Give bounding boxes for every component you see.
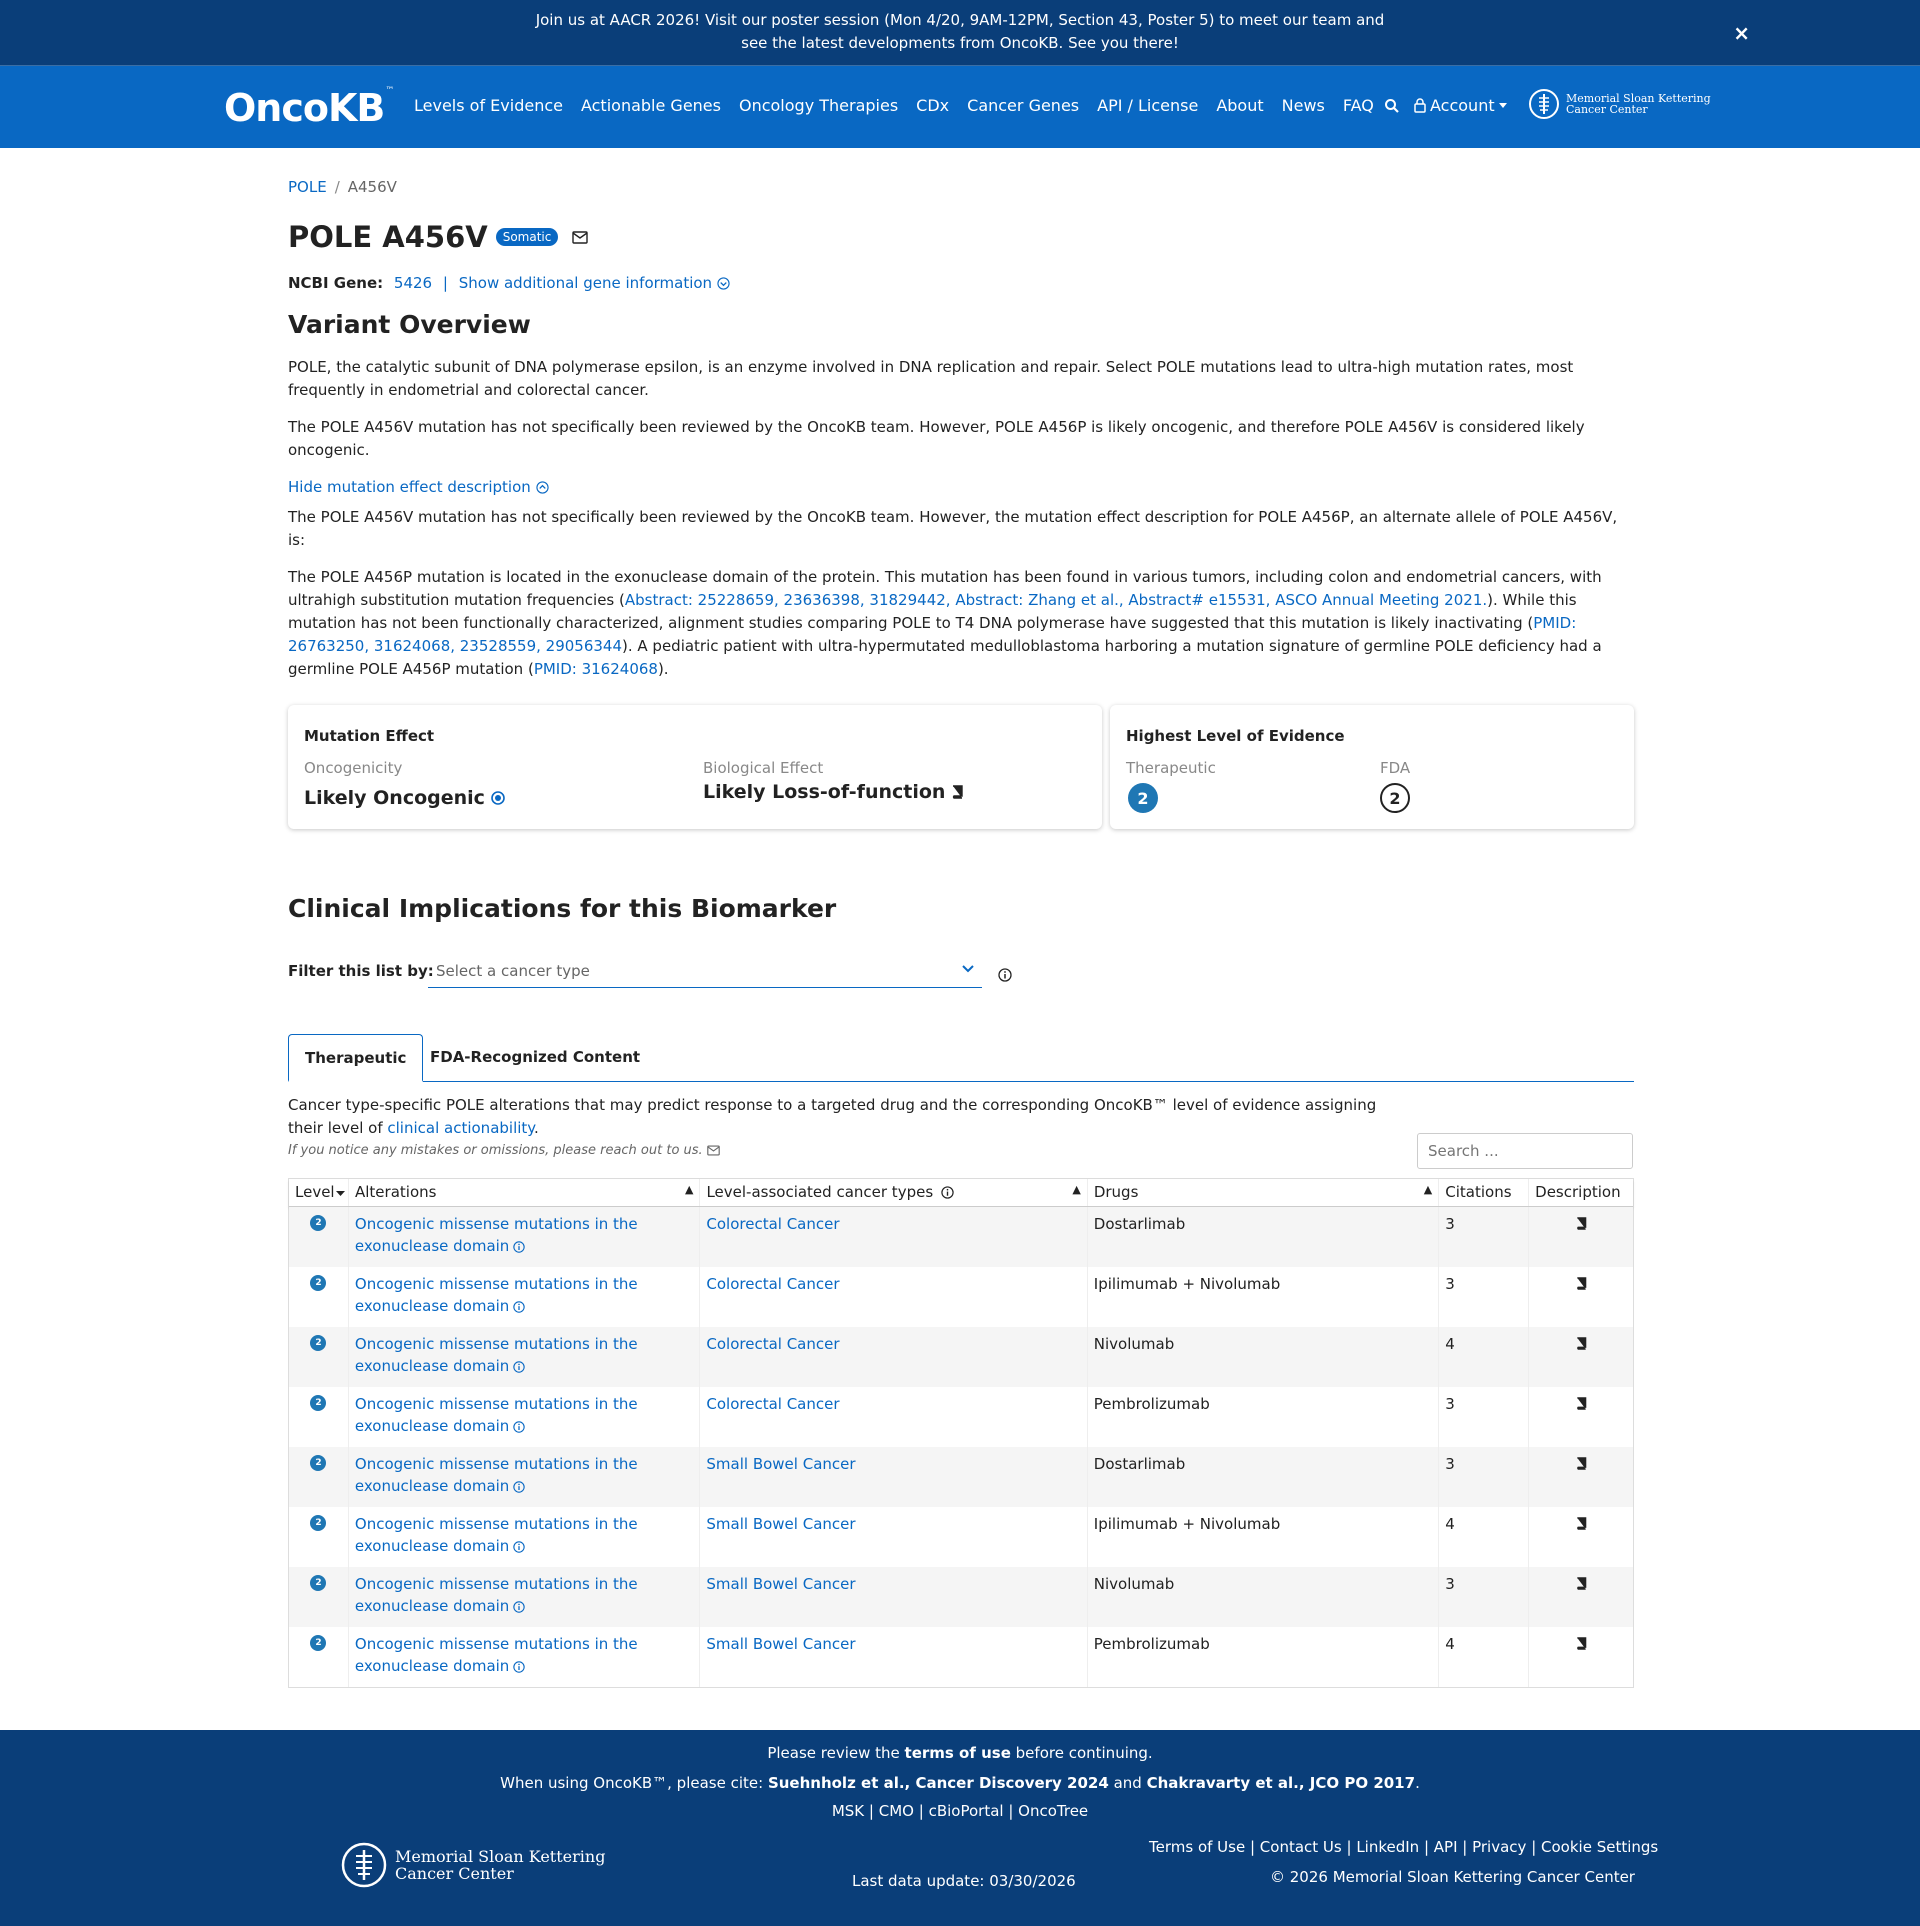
drug-cell: Pembrolizumab xyxy=(1088,1387,1439,1447)
chevron-up-circle-icon[interactable] xyxy=(536,481,549,494)
mail-icon[interactable] xyxy=(707,1145,720,1156)
level-2-icon[interactable]: 2 xyxy=(310,1635,326,1651)
citations-cell[interactable]: 3 xyxy=(1439,1567,1529,1627)
desc-text-d: ). xyxy=(657,660,669,678)
info-icon[interactable] xyxy=(941,1186,954,1199)
cancer-type-link[interactable]: Colorectal Cancer xyxy=(706,1275,840,1293)
footer-review-text: Please review the xyxy=(767,1744,905,1762)
alternate-allele-note: The POLE A456V mutation has not specifically been reviewed by the OncoKB team. However, the mutation effect description for POLE A456P, an alternate allele of POLE A456V, is: xyxy=(288,508,1618,549)
msk-logo[interactable] xyxy=(1528,88,1711,120)
variant-overview-heading: Variant Overview xyxy=(288,310,531,339)
fda-level[interactable] xyxy=(1380,783,1410,813)
desc-text-c: ). A pediatric patient with ultra-hypermutated medulloblastoma harboring a mutation signature of germline POLE deficiency had a germline POLE A456P mutation ( xyxy=(288,637,1602,678)
header-level-label: Level xyxy=(295,1183,335,1201)
description-cell[interactable] xyxy=(1529,1447,1633,1507)
alteration-link-line-1[interactable]: Oncogenic missense mutations in the xyxy=(354,1635,638,1653)
highest-level-heading: Highest Level of Evidence xyxy=(1126,727,1345,745)
nav-faq[interactable]: FAQ xyxy=(1342,96,1374,115)
therapeutic-label: Therapeutic xyxy=(1126,759,1216,777)
sort-desc-icon xyxy=(336,1191,345,1197)
book-icon[interactable] xyxy=(1575,1397,1587,1410)
header-description[interactable]: Description xyxy=(1535,1183,1621,1201)
alteration-link-line-1[interactable]: Oncogenic missense mutations in the xyxy=(354,1455,638,1473)
drug-cell: Nivolumab xyxy=(1088,1567,1439,1627)
drug-cell: Ipilimumab + Nivolumab xyxy=(1088,1507,1439,1567)
footer-external-links: MSK | CMO | cBioPortal | OncoTree xyxy=(831,1802,1089,1820)
cancer-type-link[interactable]: Small Bowel Cancer xyxy=(706,1635,856,1653)
drug-cell: Ipilimumab + Nivolumab xyxy=(1088,1267,1439,1327)
footer xyxy=(0,1730,1920,1926)
info-icon[interactable] xyxy=(513,1361,525,1373)
description-cell[interactable] xyxy=(1529,1507,1633,1567)
alteration-cell[interactable] xyxy=(349,1387,700,1447)
mail-icon[interactable] xyxy=(572,231,588,244)
msk-logo-text xyxy=(1566,93,1711,115)
cancer-type-cell xyxy=(700,1327,1087,1387)
book-icon[interactable] xyxy=(1575,1217,1587,1230)
nav-oncology-therapies[interactable]: Oncology Therapies xyxy=(738,96,899,115)
header-drugs[interactable] xyxy=(1088,1179,1439,1206)
book-icon[interactable] xyxy=(1575,1277,1587,1290)
footer-cite-line xyxy=(0,1774,1920,1792)
msk-emblem-icon xyxy=(341,1840,387,1890)
announcement-line-1: Join us at AACR 2026! Visit our poster session (Mon 4/20, 9AM-12PM, Section 43, Poster 5) to meet our team and xyxy=(535,11,1385,29)
alteration-cell[interactable] xyxy=(349,1507,700,1567)
announcement-bar xyxy=(0,0,1920,66)
header-cancer-types-label: Level-associated cancer types xyxy=(706,1183,934,1201)
drug-cell: Dostarlimab xyxy=(1088,1447,1439,1507)
nav-about[interactable]: About xyxy=(1216,96,1264,115)
alteration-link-line-1[interactable]: Oncogenic missense mutations in the xyxy=(354,1335,638,1353)
footer-link-oncotree[interactable]: OncoTree xyxy=(1018,1802,1089,1820)
book-icon[interactable] xyxy=(951,785,963,799)
variant-summary: The POLE A456V mutation has not specifically been reviewed by the OncoKB team. However, POLE A456P is likely oncogenic, and therefore POLE A456V is considered likely oncogenic. xyxy=(288,418,1585,459)
description-cell[interactable] xyxy=(1529,1327,1633,1387)
oncogenicity-text: Likely Oncogenic xyxy=(304,787,485,809)
pmid-link-group[interactable]: PMID: 26763250, 31624068, 23528559, 29056344 xyxy=(288,614,1577,655)
cancer-type-cell xyxy=(700,1447,1087,1507)
table-row xyxy=(289,1567,1633,1627)
tab-therapeutic[interactable]: Therapeutic xyxy=(288,1034,423,1082)
msk-line-1: Memorial Sloan Kettering xyxy=(1566,92,1711,105)
oncogenicity-label: Oncogenicity xyxy=(304,759,403,777)
tab-fda-recognized-content[interactable]: FDA-Recognized Content xyxy=(430,1048,641,1066)
therapeutic-level[interactable] xyxy=(1128,783,1158,813)
footer-link-cbioportal[interactable]: cBioPortal xyxy=(928,1802,1004,1820)
account-label: Account xyxy=(1430,96,1495,115)
alteration-cell[interactable] xyxy=(349,1207,700,1267)
alteration-link-line-2[interactable]: exonuclease domain xyxy=(354,1657,510,1675)
cancer-type-cell xyxy=(700,1207,1087,1267)
citations-cell[interactable]: 4 xyxy=(1439,1507,1529,1567)
book-icon[interactable] xyxy=(1575,1337,1587,1350)
alteration-link-line-1[interactable]: Oncogenic missense mutations in the xyxy=(354,1515,638,1533)
clinical-implications-heading: Clinical Implications for this Biomarker xyxy=(288,894,837,923)
info-icon[interactable] xyxy=(513,1481,525,1493)
info-icon[interactable] xyxy=(513,1241,525,1253)
mutation-effect-description xyxy=(288,566,1634,681)
header-alterations-label: Alterations xyxy=(355,1183,437,1201)
header-citations[interactable]: Citations xyxy=(1439,1179,1529,1206)
chevron-down-circle-icon[interactable] xyxy=(717,277,730,290)
footer-terms-link[interactable]: Terms of Use xyxy=(1149,1838,1246,1856)
cancer-type-select[interactable] xyxy=(428,954,982,988)
last-data-update: Last data update: 03/30/2026 xyxy=(852,1872,1076,1890)
alteration-cell[interactable] xyxy=(349,1267,700,1327)
biological-effect-label: Biological Effect xyxy=(703,759,824,777)
book-icon[interactable] xyxy=(1575,1637,1587,1650)
logo-trademark: ™ xyxy=(385,86,394,96)
footer-links: Terms of Use | Contact Us | LinkedIn | API | Privacy | Cookie Settings xyxy=(1149,1838,1659,1856)
navbar xyxy=(0,66,1920,148)
level-2-icon[interactable]: 2 xyxy=(310,1455,326,1471)
oncokb-logo[interactable] xyxy=(224,86,393,130)
footer-link-cmo[interactable]: CMO xyxy=(878,1802,914,1820)
alteration-link-line-2[interactable]: exonuclease domain xyxy=(354,1237,510,1255)
level-2-icon: 2 xyxy=(1128,783,1158,813)
nav-right xyxy=(1384,96,1507,115)
footer-msk-line-2: Cancer Center xyxy=(395,1864,514,1883)
level-cell xyxy=(289,1267,349,1327)
announcement-line-2: see the latest developments from OncoKB. See you there! xyxy=(741,34,1179,52)
level-cell xyxy=(289,1387,349,1447)
biological-effect-value xyxy=(703,781,963,803)
highest-level-card xyxy=(1110,705,1634,829)
level-cell xyxy=(289,1327,349,1387)
header-cancer-types[interactable] xyxy=(700,1179,1087,1206)
info-icon[interactable] xyxy=(513,1541,525,1553)
alteration-link-line-2[interactable]: exonuclease domain xyxy=(354,1417,510,1435)
info-icon[interactable] xyxy=(513,1301,525,1313)
desc-text-b: ). While this mutation has not been functionally characterized, alignment studies comparing POLE to T4 DNA polymerase have suggested that this mutation is likely inactivating ( xyxy=(288,591,1577,632)
breadcrumb-separator: / xyxy=(334,178,340,196)
footer-contact-link[interactable]: Contact Us xyxy=(1259,1838,1342,1856)
nav-cancer-genes[interactable]: Cancer Genes xyxy=(967,96,1080,115)
alteration-link-line-2[interactable]: exonuclease domain xyxy=(354,1477,510,1495)
therapeutic-desc-text: Cancer type-specific POLE alterations that may predict response to a targeted drug and the corresponding OncoKB™ level of evidence assigning their level of xyxy=(288,1096,1377,1137)
table-row xyxy=(289,1267,1633,1327)
pmid-link[interactable]: PMID: 31624068 xyxy=(533,660,658,678)
footer-terms-line xyxy=(0,1744,1920,1762)
citations-cell[interactable]: 4 xyxy=(1439,1327,1529,1387)
sort-asc-icon: ▲ xyxy=(684,1183,694,1196)
description-cell[interactable] xyxy=(1529,1207,1633,1267)
mutation-effect-card xyxy=(288,705,1102,829)
clinical-actionability-link[interactable]: clinical actionability xyxy=(387,1119,535,1137)
cancer-type-link[interactable]: Colorectal Cancer xyxy=(706,1215,840,1233)
table-row xyxy=(289,1207,1633,1267)
cite-text: When using OncoKB™, please cite: xyxy=(500,1774,768,1792)
nav-cdx[interactable]: CDx xyxy=(916,96,950,115)
alteration-link-line-2[interactable]: exonuclease domain xyxy=(354,1297,510,1315)
alteration-link-line-1[interactable]: Oncogenic missense mutations in the xyxy=(354,1395,638,1413)
footer-link-msk[interactable]: MSK xyxy=(831,1802,865,1820)
therapeutic-description xyxy=(288,1094,1388,1140)
level-2-icon[interactable]: 2 xyxy=(310,1395,326,1411)
alteration-cell[interactable] xyxy=(349,1627,700,1687)
drug-cell: Nivolumab xyxy=(1088,1327,1439,1387)
alteration-cell[interactable] xyxy=(349,1327,700,1387)
alteration-link-line-2[interactable]: exonuclease domain xyxy=(354,1537,510,1555)
msk-line-2: Cancer Center xyxy=(1566,103,1648,116)
cite-and: and xyxy=(1108,1774,1147,1792)
feedback-note-text: If you notice any mistakes or omissions, please reach out to us. xyxy=(288,1143,703,1158)
table-row xyxy=(289,1387,1633,1447)
description-cell[interactable] xyxy=(1529,1627,1633,1687)
header-drugs-label: Drugs xyxy=(1093,1183,1139,1201)
page-title xyxy=(288,220,588,254)
somatic-badge: Somatic xyxy=(496,228,559,246)
book-icon[interactable] xyxy=(1575,1457,1587,1470)
book-icon[interactable] xyxy=(1575,1577,1587,1590)
table-row xyxy=(289,1627,1633,1687)
ncbi-gene-line xyxy=(288,274,730,292)
therapeutic-desc-end: . xyxy=(534,1119,539,1137)
table-body xyxy=(289,1207,1633,1687)
chevron-down-icon[interactable] xyxy=(960,960,976,976)
desc-text-a: The POLE A456P mutation is located in the exonuclease domain of the protein. This mutation has been found in various tumors, including colon and endometrial cancers, with ultrahigh substitution mutation frequencies ( xyxy=(288,568,1602,609)
description-cell[interactable] xyxy=(1529,1387,1633,1447)
citations-cell[interactable]: 3 xyxy=(1439,1387,1529,1447)
cancer-type-link[interactable]: Colorectal Cancer xyxy=(706,1335,840,1353)
citations-cell[interactable]: 3 xyxy=(1439,1207,1529,1267)
level-2-icon[interactable]: 2 xyxy=(310,1335,326,1351)
book-icon[interactable] xyxy=(1575,1517,1587,1530)
level-cell xyxy=(289,1507,349,1567)
fda-level-2-icon: 2 xyxy=(1380,783,1410,813)
nav-news[interactable]: News xyxy=(1281,96,1325,115)
clinical-tabs xyxy=(288,1034,1634,1082)
cancer-type-link[interactable]: Colorectal Cancer xyxy=(706,1395,840,1413)
footer-msk-logo[interactable] xyxy=(341,1840,605,1890)
oncogenic-target-icon xyxy=(491,791,505,805)
search-icon[interactable] xyxy=(1384,98,1400,114)
msk-emblem-icon xyxy=(1528,88,1560,120)
nav-actionable-genes[interactable]: Actionable Genes xyxy=(580,96,721,115)
ncbi-gene-link[interactable]: 5426 xyxy=(393,274,433,292)
level-cell xyxy=(289,1447,349,1507)
copyright: © 2026 Memorial Sloan Kettering Cancer Center xyxy=(1270,1868,1635,1886)
level-2-icon[interactable]: 2 xyxy=(310,1515,326,1531)
level-2-icon[interactable]: 2 xyxy=(310,1575,326,1591)
alteration-cell[interactable] xyxy=(349,1447,700,1507)
footer-api-link[interactable]: API xyxy=(1433,1838,1458,1856)
oncogenicity-value xyxy=(304,787,505,809)
citations-cell[interactable]: 3 xyxy=(1439,1447,1529,1507)
therapeutic-table xyxy=(288,1178,1634,1688)
table-row xyxy=(289,1327,1633,1387)
fda-label: FDA xyxy=(1380,759,1411,777)
alteration-link-line-1[interactable]: Oncogenic missense mutations in the xyxy=(354,1275,638,1293)
mutation-effect-heading: Mutation Effect xyxy=(304,727,435,745)
footer-msk-line-1: Memorial Sloan Kettering xyxy=(395,1847,606,1866)
level-cell xyxy=(289,1207,349,1267)
drug-cell: Dostarlimab xyxy=(1088,1207,1439,1267)
lock-icon xyxy=(1414,98,1426,113)
sort-asc-icon: ▲ xyxy=(1072,1183,1081,1196)
cite-chakravarty-link[interactable]: Chakravarty et al., JCO PO 2017 xyxy=(1146,1774,1416,1792)
info-icon[interactable] xyxy=(998,968,1012,982)
account-menu[interactable] xyxy=(1414,96,1507,115)
info-icon[interactable] xyxy=(513,1601,525,1613)
caret-down-icon xyxy=(1499,103,1507,109)
level-2-icon[interactable]: 2 xyxy=(310,1275,326,1291)
cancer-type-cell xyxy=(700,1567,1087,1627)
cite-end: . xyxy=(1415,1774,1420,1792)
table-header xyxy=(289,1179,1633,1207)
ncbi-label: NCBI Gene: xyxy=(288,274,384,292)
level-cell xyxy=(289,1567,349,1627)
cancer-type-placeholder: Select a cancer type xyxy=(436,962,590,980)
variant-title: POLE A456V xyxy=(288,220,488,254)
alteration-link-line-1[interactable]: Oncogenic missense mutations in the xyxy=(354,1575,638,1593)
footer-privacy-link[interactable]: Privacy xyxy=(1472,1838,1527,1856)
breadcrumb-variant: A456V xyxy=(347,178,397,196)
gene-summary: POLE, the catalytic subunit of DNA polymerase epsilon, is an enzyme involved in DNA replication and repair. Select POLE mutations lead to ultra-high mutation rates, most frequently in endometrial and colorectal cancer. xyxy=(288,358,1574,399)
footer-msk-text xyxy=(395,1848,605,1882)
cancer-type-link[interactable]: Small Bowel Cancer xyxy=(706,1575,856,1593)
info-icon[interactable] xyxy=(513,1421,525,1433)
footer-cookie-settings-link[interactable]: Cookie Settings xyxy=(1541,1838,1659,1856)
toggle-description[interactable] xyxy=(288,476,1634,499)
alteration-link-line-2[interactable]: exonuclease domain xyxy=(354,1357,510,1375)
table-row xyxy=(289,1447,1633,1507)
cancer-type-cell xyxy=(700,1267,1087,1327)
level-2-icon[interactable]: 2 xyxy=(310,1215,326,1231)
description-cell[interactable] xyxy=(1529,1567,1633,1627)
cite-suehnholz-link[interactable]: Suehnholz et al., Cancer Discovery 2024 xyxy=(767,1774,1109,1792)
breadcrumb xyxy=(288,178,397,196)
alteration-link-line-2[interactable]: exonuclease domain xyxy=(354,1597,510,1615)
logo-text: OncoKB xyxy=(224,86,385,130)
info-icon[interactable] xyxy=(513,1661,525,1673)
cancer-type-cell xyxy=(700,1627,1087,1687)
header-level[interactable] xyxy=(289,1179,349,1206)
cancer-type-cell xyxy=(700,1507,1087,1567)
hide-description-link[interactable]: Hide mutation effect description xyxy=(288,478,531,496)
citations-cell[interactable]: 4 xyxy=(1439,1627,1529,1687)
filter-label: Filter this list by: xyxy=(288,962,434,980)
biological-effect-text: Likely Loss-of-function xyxy=(703,781,946,803)
ncbi-separator: | xyxy=(442,274,448,292)
show-gene-info-link[interactable]: Show additional gene information xyxy=(458,274,713,292)
table-search-input[interactable] xyxy=(1417,1133,1633,1169)
nav-links xyxy=(414,96,1374,115)
level-cell xyxy=(289,1627,349,1687)
drug-cell: Pembrolizumab xyxy=(1088,1627,1439,1687)
nav-levels-of-evidence[interactable]: Levels of Evidence xyxy=(414,96,563,115)
cancer-type-cell xyxy=(700,1387,1087,1447)
alteration-link-line-1[interactable]: Oncogenic missense mutations in the xyxy=(354,1215,638,1233)
cancer-type-link[interactable]: Small Bowel Cancer xyxy=(706,1455,856,1473)
terms-of-use-link[interactable]: terms of use xyxy=(904,1744,1011,1762)
close-icon[interactable]: × xyxy=(1733,21,1750,45)
feedback-note xyxy=(288,1143,720,1158)
footer-review-end: before continuing. xyxy=(1010,1744,1153,1762)
cancer-type-link[interactable]: Small Bowel Cancer xyxy=(706,1515,856,1533)
sort-asc-icon: ▲ xyxy=(1423,1183,1433,1196)
abstract-link[interactable]: Abstract: 25228659, 23636398, 31829442, Abstract: Zhang et al., Abstract# e15531, ASCO Annual Meeting 2021. xyxy=(624,591,1488,609)
table-row xyxy=(289,1507,1633,1567)
footer-linkedin-link[interactable]: LinkedIn xyxy=(1356,1838,1420,1856)
breadcrumb-gene[interactable]: POLE xyxy=(288,178,327,196)
nav-api-license[interactable]: API / License xyxy=(1097,96,1199,115)
description-cell[interactable] xyxy=(1529,1267,1633,1327)
citations-cell[interactable]: 3 xyxy=(1439,1267,1529,1327)
alteration-cell[interactable] xyxy=(349,1567,700,1627)
header-alterations[interactable] xyxy=(349,1179,700,1206)
